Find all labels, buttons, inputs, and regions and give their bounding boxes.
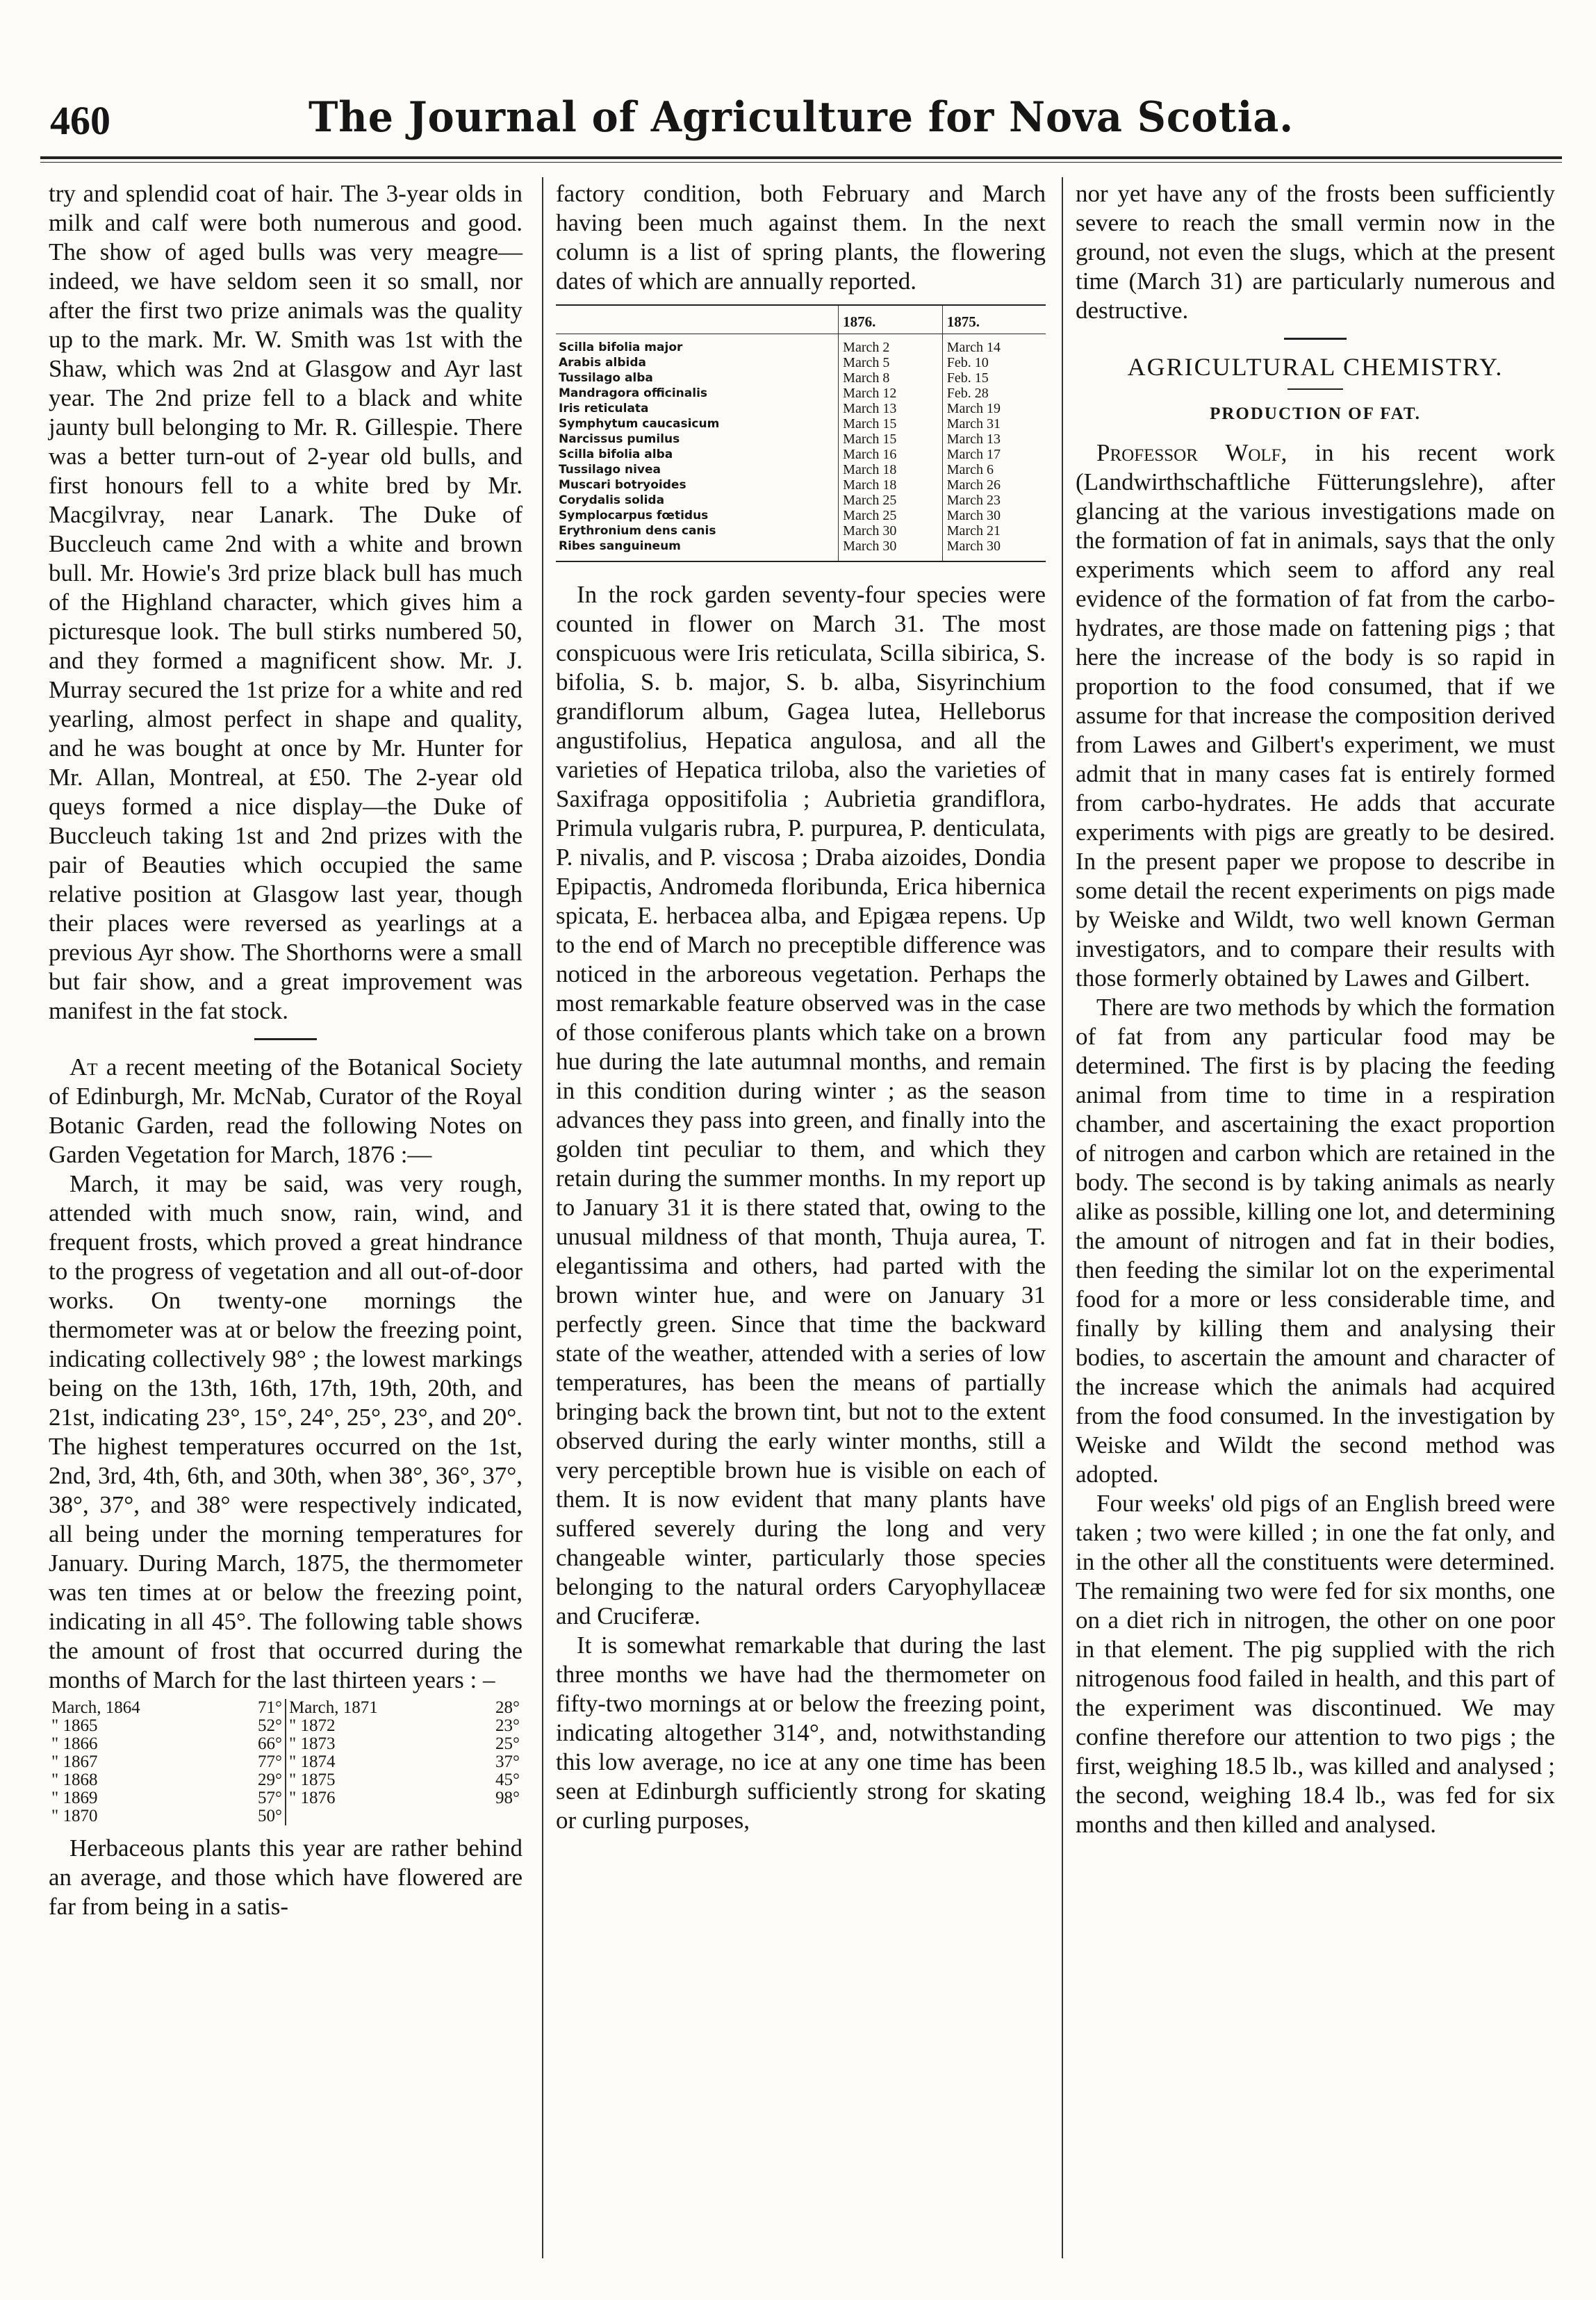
table-cell: March 30 — [942, 539, 1046, 561]
column-left — [49, 179, 523, 1921]
table-cell: Mandragora officinalis — [559, 386, 708, 400]
column-divider — [542, 177, 543, 2258]
table-row — [556, 508, 1046, 523]
paragraph-text: a recent meeting of the Botanical Society of Edinburgh, Mr. McNab, Curator of the Royal Botanic Garden, read the following Notes on Garden Vegetation for March, 1876 :— — [49, 1053, 523, 1168]
table-row — [49, 1807, 523, 1825]
table-cell: Tussilago alba — [559, 371, 653, 385]
table-cell: Scilla bifolia alba — [559, 447, 673, 461]
table-row — [556, 447, 1046, 462]
table-cell: Tussilago nivea — [559, 463, 661, 477]
frost-table — [49, 1699, 523, 1825]
table-cell: March 18 — [839, 477, 943, 493]
table-cell: March 6 — [942, 462, 1046, 477]
table-cell: March 26 — [942, 477, 1046, 493]
table-cell: 57° — [228, 1789, 286, 1807]
table-cell: " 1876 — [288, 1789, 336, 1807]
flowering-dates-table — [556, 304, 1046, 562]
table-cell: " 1870 — [51, 1807, 98, 1825]
table-row — [49, 1717, 523, 1735]
lead-name: Professor Wolf — [1096, 439, 1281, 466]
table-cell: Iris reticulata — [559, 402, 649, 416]
table-cell: Scilla bifolia major — [559, 340, 683, 354]
table-row — [556, 416, 1046, 432]
paragraph: It is somewhat remarkable that during the last three months we have had the thermometer on fifty-two mornings at or below the freezing point, indicating altogether 314°, and, notwithstanding this low average, no ice at any one time has been seen at Edinburgh sufficiently strong for skating or curling purposes, — [556, 1632, 1046, 1834]
table-cell: Feb. 28 — [942, 386, 1046, 401]
table-cell: March 17 — [942, 447, 1046, 462]
paragraph — [1076, 438, 1555, 993]
table-cell: March 13 — [942, 432, 1046, 447]
table-cell: 23° — [495, 1716, 520, 1735]
table-row — [49, 1753, 523, 1771]
column-middle — [556, 179, 1046, 1835]
paragraph: Four weeks' old pigs of an English breed were taken ; two were killed ; in one the fat only, and in the other all the constituents were determined. The remaining two were fed for six months, one on a diet rich in nitrogen, the other on one poor in that element. The pig supplied with the rich nitrogenous food failed in health, and this part of the experiment was discontinued. We may confine therefore our attention to two pigs ; the first, weighing 18.5 lb., was killed and analysed ; the second, weighing 18.4 lb., was fed for six months and then killed and analysed. — [1076, 1490, 1555, 1838]
table-cell: March 2 — [839, 334, 943, 356]
section-divider — [254, 1038, 317, 1040]
table-cell: 71° — [228, 1699, 286, 1717]
table-header-row — [556, 305, 1046, 334]
paragraph: March, it may be said, was very rough, attended with much snow, rain, wind, and frequent frosts, which proved a great hindrance to the progress of vegetation and all out-of-door works. On twenty-one mornings the thermometer was at or below the freezing point, indicating collectively 98° ; the lowest markings being on the 13th, 16th, 17th, 19th, 20th, and 21st, indicating 23°, 15°, 24°, 25°, 23°, and 20°. The highest temperatures occurred on the 1st, 2nd, 3rd, 4th, 6th, and 30th, when 38°, 36°, 37°, 38°, 37°, and 38° were respectively indicated, all being under the morning temperatures for January. During March, 1875, the thermometer was ten times at or below the freezing point, indicating in all 45°. The following table shows the amount of frost that occurred during the months of March for the last thirteen years : – — [49, 1170, 523, 1693]
table-cell: March 14 — [942, 334, 1046, 356]
column-divider — [1062, 177, 1063, 2258]
table-cell: 25° — [495, 1734, 520, 1753]
table-cell: 50° — [228, 1807, 286, 1825]
table-cell: Feb. 10 — [942, 355, 1046, 370]
table-header: 1876. — [839, 305, 943, 334]
table-row — [556, 401, 1046, 416]
table-cell: March 15 — [839, 416, 943, 432]
table-cell: March 19 — [942, 401, 1046, 416]
paragraph: try and splendid coat of hair. The 3-year olds in milk and calf were both numerous and good. The show of aged bulls was very meagre—indeed, we have seldom seen it so small, nor after the first two prize animals was the quality up to the mark. Mr. W. Smith was 1st with the Shaw, which was 2nd at Glasgow and Ayr last year. The 2nd prize fell to a black and white jaunty bull belonging to Mr. R. Gillespie. There was a better turn-out of 2-year old bulls, and first honours fell to a white bred by Mr. Macgilvray, near Lanark. The Duke of Buccleuch came 2nd with a white and brown bull. Mr. Howie's 3rd prize black bull has much of the Highland character, which gives him a picturesque look. The bull stirks numbered 50, and they formed a magnificent show. Mr. J. Murray secured the 1st prize for a white and red yearling, almost perfect in shape and quality, and he was bought at once by Mr. Hunter for Mr. Allan, Montreal, at £50. The 2-year old queys formed a nice display—the Duke of Buccleuch taking 1st and 2nd prizes with the pair of Beauties which occupied the same relative position at Glasgow last year, though their places were reversed as yearlings at a previous Ayr show. The Shorthorns were a small but fair show, and a great improvement was manifest in the fat stock. — [49, 180, 523, 1024]
table-cell: March 8 — [839, 370, 943, 386]
table-cell: " 1865 — [51, 1716, 98, 1735]
table-cell: Muscari botryoides — [559, 478, 686, 492]
table-cell: " 1875 — [288, 1771, 336, 1789]
table-row — [556, 370, 1046, 386]
table-cell: March 30 — [839, 539, 943, 561]
table-cell: Erythronium dens canis — [559, 524, 716, 538]
header-rule — [40, 156, 1562, 163]
table-cell: 52° — [228, 1717, 286, 1735]
table-cell: Feb. 15 — [942, 370, 1046, 386]
page-number: 460 — [50, 98, 110, 143]
heading-divider — [1288, 388, 1343, 390]
table-row — [556, 477, 1046, 493]
table-cell: March 25 — [839, 508, 943, 523]
section-divider — [1284, 338, 1347, 340]
table-cell: Narcissus pumilus — [559, 432, 680, 446]
table-cell: 28° — [495, 1698, 520, 1717]
lead-word: At — [69, 1053, 98, 1081]
table-cell: March 18 — [839, 462, 943, 477]
table-cell: March 12 — [839, 386, 943, 401]
table-cell — [286, 1807, 466, 1825]
paragraph — [49, 1053, 523, 1169]
table-cell: March 21 — [942, 523, 1046, 539]
section-heading: AGRICULTURAL CHEMISTRY. — [1127, 353, 1504, 381]
table-cell: March 31 — [942, 416, 1046, 432]
table-cell: 98° — [495, 1789, 520, 1807]
table-cell: 37° — [495, 1752, 520, 1771]
table-cell: Ribes sanguineum — [559, 539, 681, 553]
table-cell: " 1866 — [51, 1734, 98, 1753]
table-cell: March 30 — [839, 523, 943, 539]
table-row — [49, 1771, 523, 1789]
page-header — [40, 83, 1562, 160]
table-row — [556, 355, 1046, 370]
table-cell: " 1869 — [51, 1789, 98, 1807]
paragraph: nor yet have any of the frosts been sufficiently severe to reach the small vermin now in the ground, not even the slugs, which at the present time (March 31) are particularly numerous and destructive. — [1076, 180, 1555, 324]
table-row — [556, 462, 1046, 477]
table-cell: March 5 — [839, 355, 943, 370]
paragraph: Herbaceous plants this year are rather behind an average, and those which have flowered are far from being in a satis- — [49, 1834, 523, 1920]
table-cell: Corydalis solida — [559, 493, 665, 507]
table-cell: Symphytum caucasicum — [559, 417, 720, 431]
table-cell: March, 1871 — [288, 1698, 378, 1717]
table-header: 1875. — [942, 305, 1046, 334]
table-cell: Arabis albida — [559, 356, 646, 370]
table-cell: " 1868 — [51, 1771, 98, 1789]
table-row — [49, 1789, 523, 1807]
section-subheading: PRODUCTION OF FAT. — [1210, 404, 1421, 423]
paragraph-text: , in his recent work (Landwirthschaftliche Fütterungslehre), after glancing at the various investigations made on the formation of fat in animals, says that the only experiments which seem to afford any real evidence of the formation of fat from the carbo-hydrates, are those made on fattening pigs ; that here the increase of the body is so rapid in proportion to the food consumed, that if we assume for that increase the composition derived from Lawes and Gilbert's experiment, we must admit that in many cases fat is entirely formed from carbo-hydrates. He adds that accurate experiments with pigs are greatly to be desired. In the present paper we propose to describe in some detail the recent experiments on pigs made by Weiske and Wildt, two well known German investigators, and to compare their results with those formerly obtained by Lawes and Gilbert. — [1076, 439, 1556, 992]
journal-title: The Journal of Agriculture for Nova Scotia. — [308, 93, 1294, 142]
table-cell: March 16 — [839, 447, 943, 462]
paragraph: factory condition, both February and March having been much against them. In the next column is a list of spring plants, the flowering dates of which are annually reported. — [556, 180, 1046, 295]
table-row — [49, 1699, 523, 1717]
table-row — [556, 386, 1046, 401]
table-row — [556, 432, 1046, 447]
table-cell — [466, 1807, 523, 1825]
table-cell: Symplocarpus fœtidus — [559, 509, 709, 523]
table-row — [556, 493, 1046, 508]
table-cell: March 30 — [942, 508, 1046, 523]
table-cell: " 1867 — [51, 1752, 98, 1771]
column-right — [1076, 179, 1555, 1839]
table-cell: March 23 — [942, 493, 1046, 508]
table-cell: 29° — [228, 1771, 286, 1789]
paragraph: There are two methods by which the formation of fat from any particular food may be determined. The first is by placing the feeding animal from time to time in a respiration chamber, and ascertaining the exact proportion of nitrogen and carbon which are retained in the body. The second is by taking animals as nearly alike as possible, killing one lot, and determining the amount of nitrogen and fat in their bodies, then feeding the similar lot on the experimental food for a more or less considerable time, and finally by killing them and analysing their bodies, to ascertain the amount and character of the increase which the animals had acquired from the food consumed. In the investigation by Weiske and Wildt the second method was adopted. — [1076, 994, 1555, 1488]
table-cell: 66° — [228, 1735, 286, 1753]
table-cell: March, 1864 — [51, 1698, 140, 1717]
table-row — [49, 1735, 523, 1753]
table-header — [556, 305, 839, 334]
table-row — [556, 334, 1046, 356]
table-cell: March 15 — [839, 432, 943, 447]
table-cell: 45° — [495, 1771, 520, 1789]
table-row — [556, 523, 1046, 539]
table-cell: 77° — [228, 1753, 286, 1771]
table-cell: March 25 — [839, 493, 943, 508]
table-cell: " 1873 — [288, 1734, 336, 1753]
paragraph: In the rock garden seventy-four species were counted in flower on March 31. The most conspicuous were Iris reticulata, Scilla sibirica, S. bifolia, S. b. major, S. b. alba, Sisyrinchium grandiflorum album, Gagea lutea, Helleborus angustifolius, Hepatica angulosa, and all the varieties of Hepatica triloba, also the varieties of Saxifraga oppositifolia ; Aubrietia grandiflora, Primula vulgaris rubra, P. purpurea, P. denticulata, P. nivalis, and P. viscosa ; Draba aizoides, Dondia Epipactis, Andromeda floribunda, Erica hibernica spicata, E. herbacea alba, and Epigæa repens. Up to the end of March no preceptible difference was noticed in the arboreous vegetation. Perhaps the most remarkable feature observed was in the case of those coniferous plants which take on a brown hue during the late autumnal months, and remain in this condition during winter ; as the season advances they pass into green, and finally into the golden tint peculiar to them, and which they retain during the summer months. In my report up to January 31 it is there stated that, owing to the unusual mildness of that month, Thuja aurea, T. elegantissima and others, had parted with the brown winter hue, and were on January 31 perfectly green. Since that time the backward state of the weather, attended with a series of low temperatures, has been the means of partially bringing back the brown tint, but not to the extent observed during the early winter months, still a very perceptible brown hue is visible on each of them. It is now evident that many plants have suffered severely during the long and very changeable winter, particularly those species belonging to the natural orders Caryophyllaceæ and Cruciferæ. — [556, 581, 1046, 1629]
table-cell: " 1874 — [288, 1752, 336, 1771]
table-row — [556, 539, 1046, 561]
table-cell: March 13 — [839, 401, 943, 416]
table-cell: " 1872 — [288, 1716, 336, 1735]
